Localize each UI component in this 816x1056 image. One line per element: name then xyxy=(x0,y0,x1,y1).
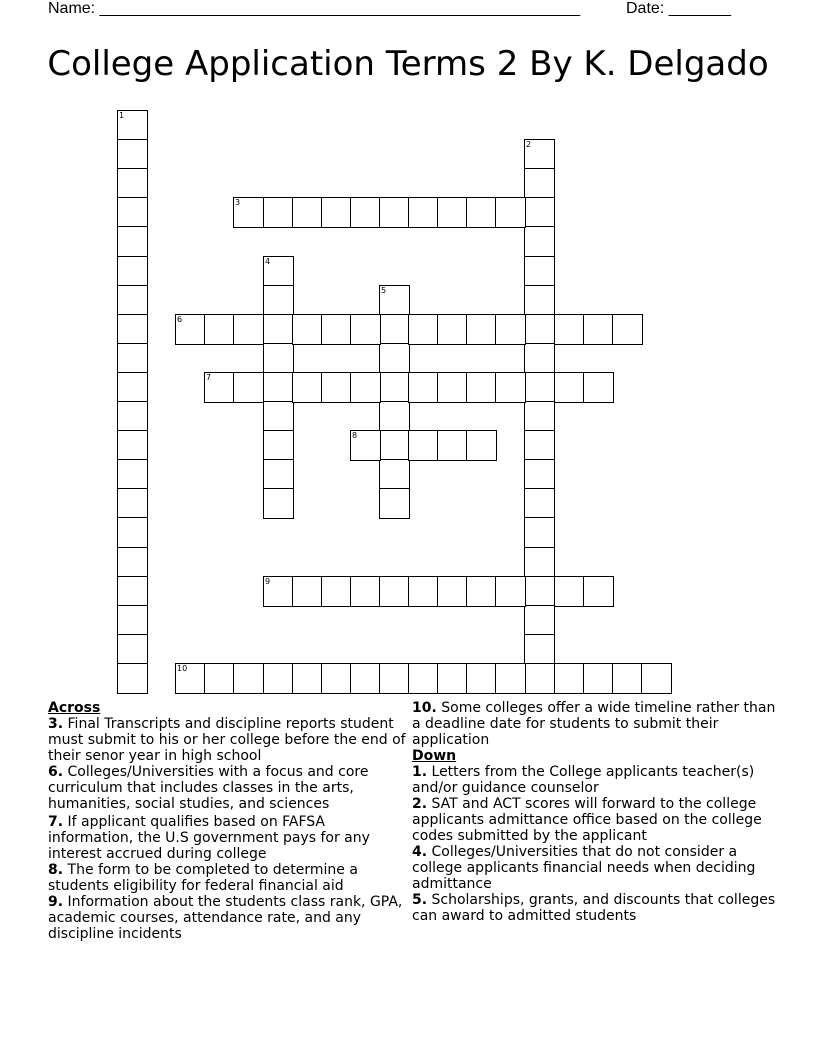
cell-number: 3 xyxy=(235,198,241,207)
cell-number: 4 xyxy=(265,257,271,266)
grid-cell[interactable] xyxy=(263,314,294,345)
grid-cell[interactable] xyxy=(583,314,614,345)
clue-text: Some colleges offer a wide timeline rather than a deadline date for students to submit their application xyxy=(412,700,776,748)
clue-number: 9. xyxy=(48,894,64,910)
clue-number: 3. xyxy=(48,716,64,732)
grid-cell[interactable] xyxy=(379,488,410,519)
clue-down-4 xyxy=(412,844,782,892)
grid-cell[interactable] xyxy=(292,663,323,694)
grid-cell[interactable] xyxy=(379,430,410,461)
grid-cell[interactable] xyxy=(350,430,381,461)
grid-cell[interactable] xyxy=(524,430,555,461)
grid-cell[interactable] xyxy=(204,372,235,403)
grid-cell[interactable] xyxy=(524,401,555,432)
grid-cell[interactable] xyxy=(263,663,294,694)
clues-right-column xyxy=(412,700,782,924)
page-title: College Application Terms 2 By K. Delgado xyxy=(47,44,769,84)
across-heading: Across xyxy=(48,700,101,716)
grid-cell[interactable] xyxy=(321,372,352,403)
grid-cell[interactable] xyxy=(524,634,555,665)
grid-cell[interactable] xyxy=(263,197,294,228)
cell-number: 7 xyxy=(206,373,212,382)
grid-cell[interactable] xyxy=(466,314,497,345)
grid-cell[interactable] xyxy=(204,314,235,345)
grid-cell[interactable] xyxy=(117,197,148,228)
grid-cell[interactable] xyxy=(292,197,323,228)
grid-cell[interactable] xyxy=(233,314,264,345)
clue-text: The form to be completed to determine a students eligibility for federal financial aid xyxy=(48,862,358,894)
grid-cell[interactable] xyxy=(175,663,206,694)
clue-number: 5. xyxy=(412,892,428,908)
grid-cell[interactable] xyxy=(408,314,439,345)
grid-cell[interactable] xyxy=(379,372,410,403)
grid-cell[interactable] xyxy=(263,401,294,432)
grid-cell[interactable] xyxy=(524,517,555,548)
grid-cell[interactable] xyxy=(437,197,468,228)
grid-cell[interactable] xyxy=(263,430,294,461)
grid-cell[interactable] xyxy=(350,197,381,228)
grid-cell[interactable] xyxy=(466,372,497,403)
grid-cell[interactable] xyxy=(263,343,294,374)
clue-down-5 xyxy=(412,892,782,924)
grid-cell[interactable] xyxy=(263,576,294,607)
grid-cell[interactable] xyxy=(117,547,148,578)
cell-number: 5 xyxy=(381,286,387,295)
clue-number: 4. xyxy=(412,844,428,860)
grid-cell[interactable] xyxy=(379,663,410,694)
across-clue-list xyxy=(48,716,408,942)
grid-cell[interactable] xyxy=(263,459,294,490)
grid-cell[interactable] xyxy=(321,663,352,694)
clues-left-column xyxy=(48,700,408,942)
grid-cell[interactable] xyxy=(408,430,439,461)
cell-number: 2 xyxy=(526,140,532,149)
grid-cell[interactable] xyxy=(117,605,148,636)
clue-number: 8. xyxy=(48,862,64,878)
grid-cell[interactable] xyxy=(524,343,555,374)
grid-cell[interactable] xyxy=(408,197,439,228)
grid-cell[interactable] xyxy=(554,314,585,345)
grid-cell[interactable] xyxy=(321,314,352,345)
cell-number: 10 xyxy=(177,664,188,673)
grid-cell[interactable] xyxy=(466,430,497,461)
clue-text: SAT and ACT scores will forward to the college applicants admittance office based on the college codes submitted by the applicant xyxy=(412,796,762,844)
grid-cell[interactable] xyxy=(117,314,148,345)
grid-cell[interactable] xyxy=(233,197,264,228)
grid-cell[interactable] xyxy=(292,576,323,607)
date-field-label[interactable]: Date: _______ xyxy=(626,0,731,17)
grid-cell[interactable] xyxy=(495,372,526,403)
grid-cell[interactable] xyxy=(233,372,264,403)
grid-cell[interactable] xyxy=(524,285,555,316)
grid-cell[interactable] xyxy=(583,372,614,403)
grid-cell[interactable] xyxy=(379,401,410,432)
clue-down-2 xyxy=(412,796,782,844)
cell-number: 1 xyxy=(119,111,125,120)
grid-cell[interactable] xyxy=(554,372,585,403)
cell-number: 9 xyxy=(265,577,271,586)
grid-cell[interactable] xyxy=(466,576,497,607)
grid-cell[interactable] xyxy=(117,634,148,665)
grid-cell[interactable] xyxy=(117,488,148,519)
clue-across-8 xyxy=(48,862,408,894)
down-clue-list xyxy=(412,764,782,924)
clue-across-7 xyxy=(48,814,408,862)
grid-cell[interactable] xyxy=(466,197,497,228)
grid-cell[interactable] xyxy=(117,401,148,432)
grid-cell[interactable] xyxy=(524,547,555,578)
grid-cell[interactable] xyxy=(263,256,294,287)
grid-cell[interactable] xyxy=(175,314,206,345)
grid-cell[interactable] xyxy=(263,285,294,316)
grid-cell[interactable] xyxy=(524,488,555,519)
clue-across-10 xyxy=(412,700,782,748)
grid-cell[interactable] xyxy=(612,314,643,345)
grid-cell[interactable] xyxy=(524,314,555,345)
grid-cell[interactable] xyxy=(263,488,294,519)
grid-cell[interactable] xyxy=(495,197,526,228)
grid-cell[interactable] xyxy=(117,459,148,490)
clue-text: Colleges/Universities that do not consider a college applicants financial needs when deciding admittance xyxy=(412,844,756,892)
grid-cell[interactable] xyxy=(379,285,410,316)
clue-down-1 xyxy=(412,764,782,796)
grid-cell[interactable] xyxy=(437,576,468,607)
grid-cell[interactable] xyxy=(117,663,148,694)
grid-cell[interactable] xyxy=(350,372,381,403)
clue-text: If applicant qualifies based on FAFSA information, the U.S government pays for any interest accrued during college xyxy=(48,814,370,862)
grid-cell[interactable] xyxy=(292,372,323,403)
grid-cell[interactable] xyxy=(117,430,148,461)
grid-cell[interactable] xyxy=(408,372,439,403)
grid-cell[interactable] xyxy=(204,663,235,694)
grid-cell[interactable] xyxy=(466,663,497,694)
grid-cell[interactable] xyxy=(524,576,555,607)
grid-cell[interactable] xyxy=(350,314,381,345)
grid-cell[interactable] xyxy=(379,459,410,490)
grid-cell[interactable] xyxy=(524,197,555,228)
grid-cell[interactable] xyxy=(437,314,468,345)
grid-cell[interactable] xyxy=(117,256,148,287)
grid-cell[interactable] xyxy=(612,663,643,694)
clue-number: 6. xyxy=(48,764,64,780)
grid-cell[interactable] xyxy=(495,576,526,607)
cell-number: 8 xyxy=(352,431,358,440)
grid-cell[interactable] xyxy=(117,343,148,374)
grid-cell[interactable] xyxy=(117,168,148,199)
grid-cell[interactable] xyxy=(524,605,555,636)
clue-number: 1. xyxy=(412,764,428,780)
cell-number: 6 xyxy=(177,315,183,324)
clue-text: Scholarships, grants, and discounts that colleges can award to admitted students xyxy=(412,892,776,924)
grid-cell[interactable] xyxy=(350,576,381,607)
grid-cell[interactable] xyxy=(437,372,468,403)
grid-cell[interactable] xyxy=(641,663,672,694)
grid-cell[interactable] xyxy=(263,372,294,403)
grid-cell[interactable] xyxy=(554,663,585,694)
grid-cell[interactable] xyxy=(524,372,555,403)
grid-cell[interactable] xyxy=(321,576,352,607)
grid-cell[interactable] xyxy=(117,517,148,548)
grid-cell[interactable] xyxy=(321,197,352,228)
clue-text: Information about the students class rank, GPA, academic courses, attendance rate, and any discipline incidents xyxy=(48,894,403,942)
clue-across-6 xyxy=(48,764,408,812)
grid-cell[interactable] xyxy=(524,256,555,287)
grid-cell[interactable] xyxy=(583,576,614,607)
grid-cell[interactable] xyxy=(233,663,264,694)
grid-cell[interactable] xyxy=(379,576,410,607)
grid-cell[interactable] xyxy=(554,576,585,607)
grid-cell[interactable] xyxy=(379,343,410,374)
grid-cell[interactable] xyxy=(117,110,148,141)
grid-cell[interactable] xyxy=(524,168,555,199)
grid-cell[interactable] xyxy=(350,663,381,694)
clue-text: Final Transcripts and discipline reports student must submit to his or her college before the end of their senor year in high school xyxy=(48,716,406,764)
clue-text: Letters from the College applicants teacher(s) and/or guidance counselor xyxy=(412,764,755,796)
grid-cell[interactable] xyxy=(408,576,439,607)
grid-cell[interactable] xyxy=(117,576,148,607)
grid-cell[interactable] xyxy=(524,663,555,694)
clue-text: Colleges/Universities with a focus and core curriculum that includes classes in the arts, humanities, social studies, and sciences xyxy=(48,764,369,812)
grid-cell[interactable] xyxy=(117,226,148,257)
grid-cell[interactable] xyxy=(379,197,410,228)
grid-cell[interactable] xyxy=(524,139,555,170)
name-field-label[interactable]: Name: ______________________________________________________ xyxy=(48,0,581,17)
grid-cell[interactable] xyxy=(379,314,410,345)
grid-cell[interactable] xyxy=(524,459,555,490)
clue-across-3 xyxy=(48,716,408,764)
grid-cell[interactable] xyxy=(583,663,614,694)
grid-cell[interactable] xyxy=(495,663,526,694)
grid-cell[interactable] xyxy=(292,314,323,345)
grid-cell[interactable] xyxy=(524,226,555,257)
clue-number: 10. xyxy=(412,700,437,716)
grid-cell[interactable] xyxy=(495,314,526,345)
grid-cell[interactable] xyxy=(117,372,148,403)
grid-cell[interactable] xyxy=(437,430,468,461)
down-heading: Down xyxy=(412,748,457,764)
clue-number: 7. xyxy=(48,814,64,830)
grid-cell[interactable] xyxy=(408,663,439,694)
clue-across-9 xyxy=(48,894,408,942)
grid-cell[interactable] xyxy=(117,139,148,170)
clue-number: 2. xyxy=(412,796,428,812)
grid-cell[interactable] xyxy=(437,663,468,694)
grid-cell[interactable] xyxy=(117,285,148,316)
